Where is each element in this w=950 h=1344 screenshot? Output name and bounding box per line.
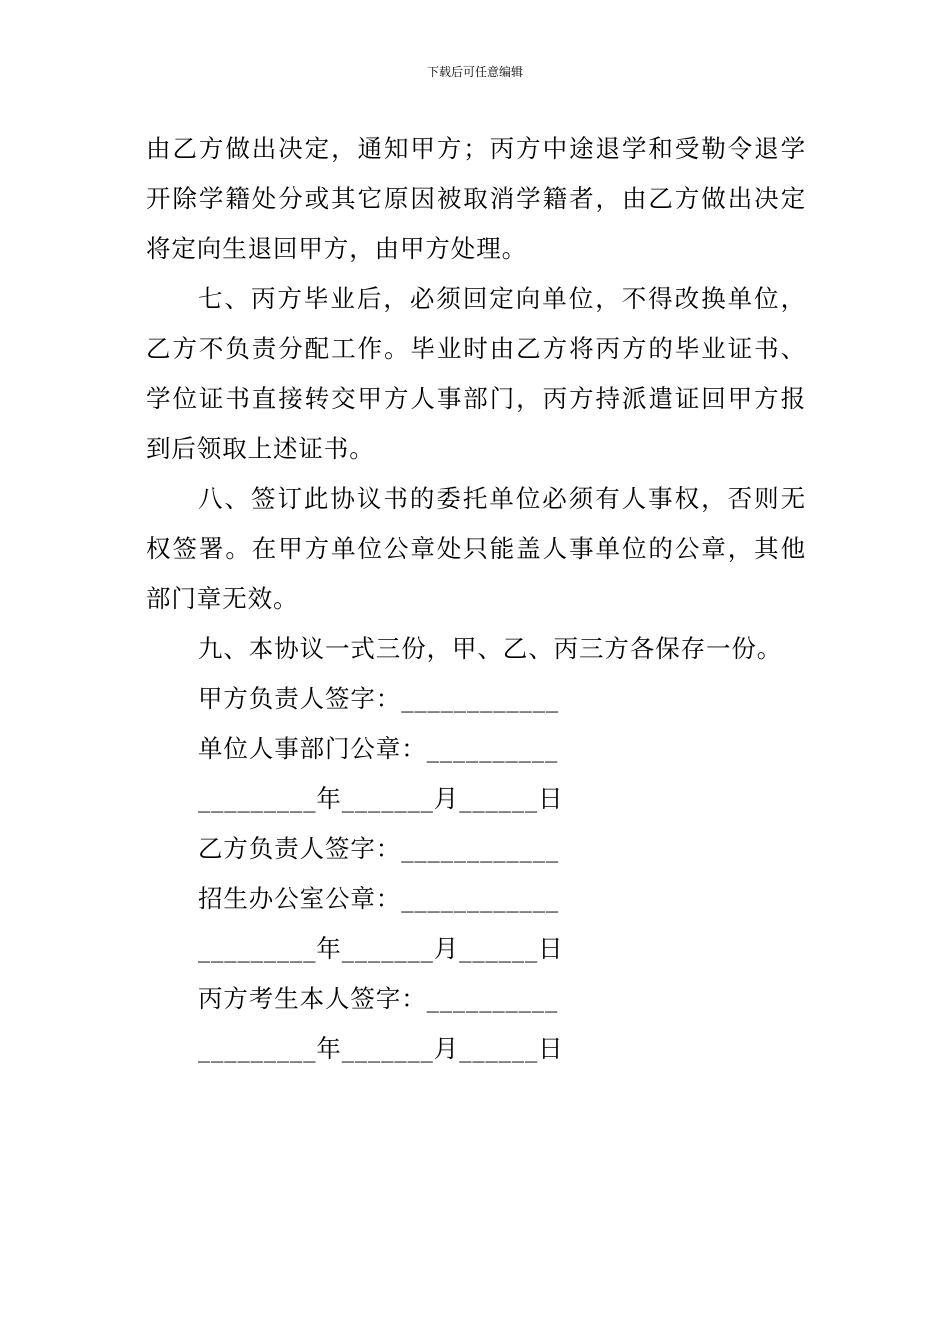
party-c-date-line: _________年_______月______日	[198, 1034, 564, 1063]
document-body	[146, 124, 806, 1074]
paragraph-clause-8: 八、签订此协议书的委托单位必须有人事权，否则无权签署。在甲方单位公章处只能盖人事单位的公章，其他部门章无效。	[146, 484, 806, 613]
party-c-signature-line: 丙方考生本人签字：__________	[198, 984, 559, 1013]
admissions-office-seal-line: 招生办公室公章：____________	[198, 884, 559, 913]
party-b-signature-line: 乙方负责人签字：____________	[198, 834, 559, 863]
unit-hr-seal-line: 单位人事部门公章：__________	[198, 734, 559, 763]
party-a-signature-line: 甲方负责人签字：____________	[198, 684, 559, 713]
signature-block	[146, 674, 806, 1074]
paragraph-clause-7: 七、丙方毕业后，必须回定向单位，不得改换单位，乙方不负责分配工作。毕业时由乙方将丙方的毕业证书、学位证书直接转交甲方人事部门，丙方持派遣证回甲方报到后领取上述证书。	[146, 284, 806, 463]
paragraph-decision-continued: 由乙方做出决定，通知甲方；丙方中途退学和受勒令退学开除学籍处分或其它原因被取消学籍者，由乙方做出决定将定向生退回甲方，由甲方处理。	[146, 134, 806, 263]
paragraph-clause-9: 九、本协议一式三份，甲、乙、丙三方各保存一份。	[198, 634, 783, 663]
party-a-date-line: _________年_______月______日	[198, 784, 564, 813]
party-b-date-line: _________年_______月______日	[198, 934, 564, 963]
page-header: 下载后可任意编辑	[426, 65, 523, 79]
